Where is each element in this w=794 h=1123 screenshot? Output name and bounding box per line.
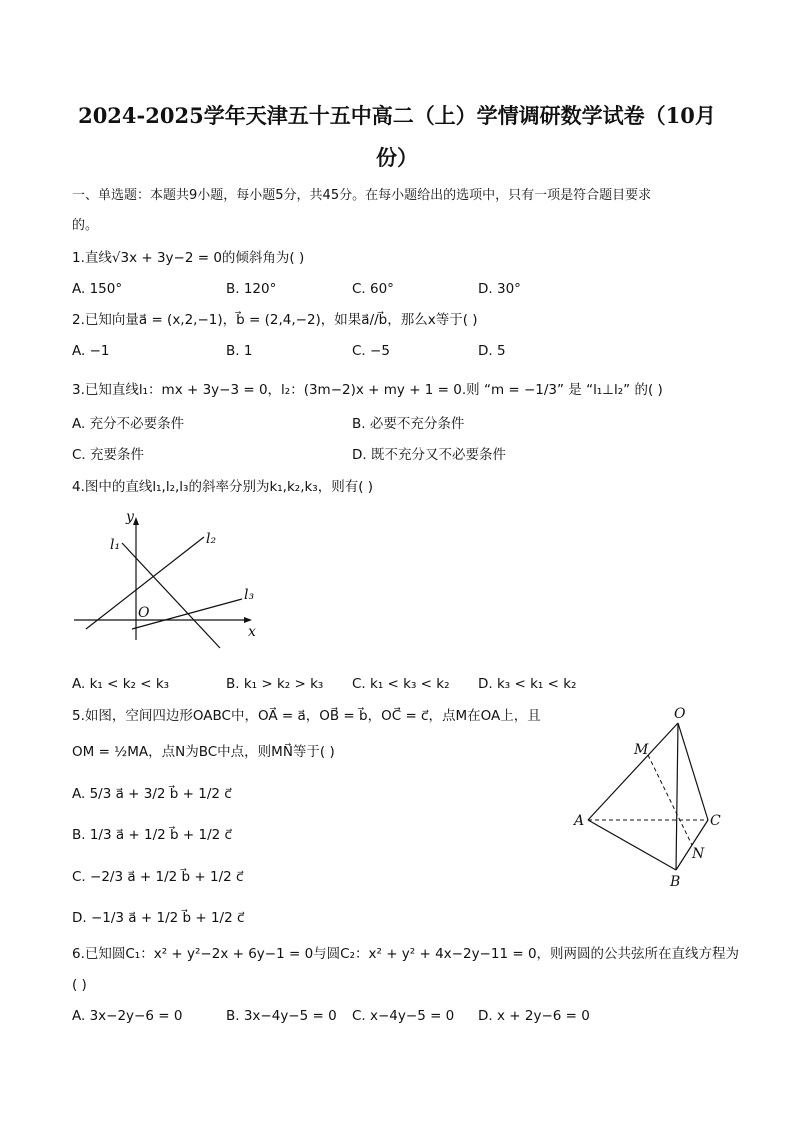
- question-2-stem: 2.已知向量a⃗ = (x,2,−1)，b⃗ = (2,4,−2)，如果a⃗//b⃗，那么x等于( ): [72, 312, 478, 328]
- q4-option-d: D. k₃ < k₁ < k₂: [478, 676, 577, 692]
- edge-oa: [588, 723, 678, 820]
- slope-lines-figure: [66, 505, 266, 660]
- question-5-stem-line-2: OM = ½MA，点N为BC中点，则MN⃗等于( ): [72, 744, 335, 760]
- label-b: B: [670, 874, 681, 890]
- q2-option-a: A. −1: [72, 343, 110, 359]
- q5-option-b: B. 1/3 a⃗ + 1/2 b⃗ + 1/2 c⃗: [72, 827, 232, 843]
- q1-option-a: A. 150°: [72, 281, 123, 297]
- q2-option-c: C. −5: [352, 343, 390, 359]
- q5-option-d: D. −1/3 a⃗ + 1/2 b⃗ + 1/2 c⃗: [72, 910, 245, 926]
- label-c: C: [710, 813, 721, 829]
- q6-option-b: B. 3x−4y−5 = 0: [226, 1008, 337, 1024]
- line-l1: [122, 543, 220, 648]
- q6-option-a: A. 3x−2y−6 = 0: [72, 1008, 183, 1024]
- label-l3: l₃: [244, 587, 255, 603]
- q1-option-c: C. 60°: [352, 281, 394, 297]
- question-6-stem-line-2: ( ): [72, 977, 87, 993]
- label-y: y: [126, 509, 134, 525]
- label-m: M: [634, 742, 649, 758]
- q6-option-c: C. x−4y−5 = 0: [352, 1008, 455, 1024]
- q1-option-b: B. 120°: [226, 281, 277, 297]
- segment-mn-hidden: [648, 755, 692, 845]
- q3-option-c: C. 充要条件: [72, 447, 145, 463]
- q6-option-d: D. x + 2y−6 = 0: [478, 1008, 590, 1024]
- edge-ob: [676, 723, 678, 870]
- q4-option-a: A. k₁ < k₂ < k₃: [72, 676, 170, 692]
- q5-option-c: C. −2/3 a⃗ + 1/2 b⃗ + 1/2 c⃗: [72, 869, 244, 885]
- q3-option-a: A. 充分不必要条件: [72, 416, 185, 432]
- label-l2: l₂: [206, 531, 217, 547]
- edge-oc: [678, 723, 708, 820]
- edge-ab: [588, 820, 676, 870]
- q4-option-b: B. k₁ > k₂ > k₃: [226, 676, 324, 692]
- q3-option-b: B. 必要不充分条件: [352, 416, 465, 432]
- q5-option-a: A. 5/3 a⃗ + 3/2 b⃗ + 1/2 c⃗: [72, 786, 232, 802]
- label-x: x: [248, 624, 256, 640]
- q2-option-d: D. 5: [478, 343, 506, 359]
- tetrahedron-figure: [566, 700, 736, 890]
- q3-option-d: D. 既不充分又不必要条件: [352, 447, 506, 463]
- question-1-stem: 1.直线√3x + 3y−2 = 0的倾斜角为( ): [72, 250, 305, 266]
- q1-option-d: D. 30°: [478, 281, 521, 297]
- question-4-stem: 4.图中的直线l₁,l₂,l₃的斜率分别为k₁,k₂,k₃，则有( ): [72, 479, 374, 495]
- label-origin: O: [138, 605, 150, 621]
- label-a: A: [574, 813, 585, 829]
- section-header-line-1: 一、单选题：本题共9小题，每小题5分，共45分。在每小题给出的选项中，只有一项是符合题目要求: [72, 188, 652, 203]
- q4-option-c: C. k₁ < k₃ < k₂: [352, 676, 450, 692]
- question-5-stem-line-1: 5.如图，空间四边形OABC中，OA⃗ = a⃗，OB⃗ = b⃗，OC⃗ = c⃗，点M在OA上，且: [72, 708, 541, 724]
- label-n: N: [692, 846, 705, 862]
- question-6-stem-line-1: 6.已知圆C₁：x² + y²−2x + 6y−1 = 0与圆C₂：x² + y² + 4x−2y−11 = 0，则两圆的公共弦所在直线方程为: [72, 946, 740, 962]
- label-l1: l₁: [110, 537, 121, 553]
- x-axis-arrow-icon: [244, 617, 252, 623]
- label-o: O: [674, 706, 686, 722]
- page-title-line-2: 份）: [376, 145, 418, 170]
- question-3-stem: 3.已知直线l₁：mx + 3y−3 = 0，l₂：(3m−2)x + my + 1 = 0.则 “m = −1/3” 是 “l₁⊥l₂” 的( ): [72, 382, 663, 398]
- page-title-line-1: 2024-2025学年天津五十五中高二（上）学情调研数学试卷（10月: [78, 103, 716, 128]
- section-header-line-2: 的。: [72, 218, 99, 233]
- q2-option-b: B. 1: [226, 343, 253, 359]
